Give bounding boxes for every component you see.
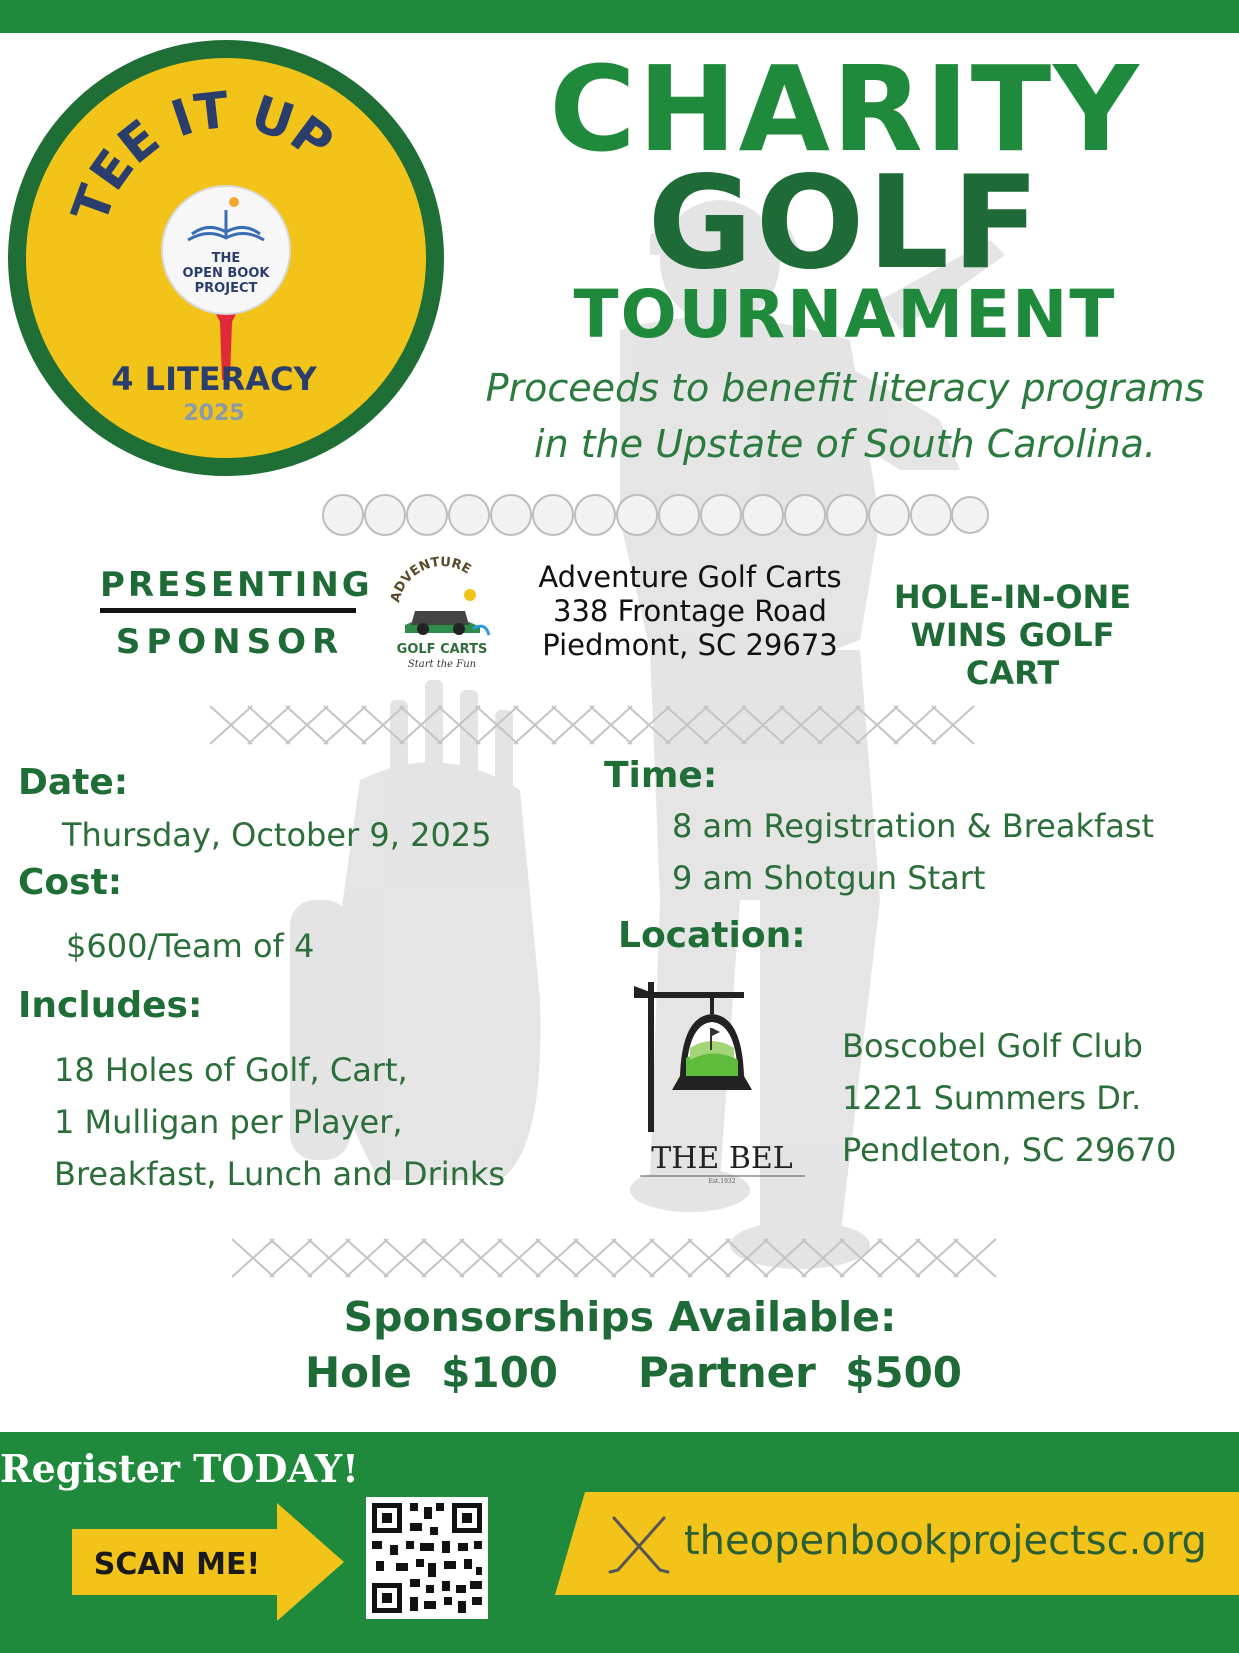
includes-line-1: 18 Holes of Golf, Cart, — [54, 1051, 408, 1089]
sponsor-divider — [100, 608, 356, 613]
header-golf: GOLF — [647, 149, 1043, 298]
includes-list — [54, 1044, 505, 1200]
includes-label: Includes: — [18, 985, 203, 1026]
register-today: Register TODAY! — [0, 1446, 359, 1491]
golf-cart-icon — [411, 611, 469, 625]
cost-value: $600/Team of 4 — [66, 927, 315, 965]
venue-name: Boscobel Golf Club — [842, 1027, 1143, 1065]
venue-street: 1221 Summers Dr. — [842, 1079, 1142, 1117]
sponsor-city: Piedmont, SC 29673 — [542, 628, 838, 662]
badge-arc-text: TEE IT UP — [60, 80, 344, 231]
promo-line-2: WINS GOLF CART — [910, 616, 1115, 692]
sponsor-street: 338 Frontage Road — [553, 594, 827, 628]
badge-ball-line-3: PROJECT — [194, 281, 258, 296]
hole-in-one-promo — [880, 578, 1145, 692]
date-value: Thursday, October 9, 2025 — [62, 816, 492, 854]
includes-line-3: Breakfast, Lunch and Drinks — [54, 1155, 506, 1193]
tagline-line-2: in the Upstate of South Carolina. — [534, 422, 1156, 466]
badge-ball-line-2: OPEN BOOK — [182, 266, 270, 281]
header-tournament: TOURNAMENT — [573, 276, 1117, 353]
adventure-golf-carts-logo — [385, 555, 500, 673]
tagline — [455, 360, 1235, 472]
qr-code-icon[interactable] — [366, 1497, 488, 1619]
time-label: Time: — [604, 755, 718, 796]
venue-address — [842, 1020, 1176, 1176]
header-charity: CHARITY — [549, 40, 1141, 178]
badge-year: 2025 — [183, 401, 245, 426]
badge-ball-line-1: THE — [211, 251, 241, 266]
website-url[interactable]: theopenbookprojectsc.org — [684, 1518, 1207, 1564]
bel-logo-text: THE BEL — [651, 1141, 793, 1176]
presenting-label: PRESENTING — [100, 565, 373, 605]
date-label: Date: — [18, 762, 129, 803]
location-label: Location: — [618, 915, 806, 956]
the-bel-logo — [630, 978, 815, 1184]
crossed-clubs-divider-2-icon — [232, 1235, 1012, 1281]
scan-me-label: SCAN ME! — [93, 1547, 261, 1582]
svg-text:ADVENTURE — [388, 555, 473, 604]
crossed-clubs-icon — [604, 1510, 674, 1580]
sponsor-name: Adventure Golf Carts — [538, 560, 842, 594]
sponsorships-title: Sponsorships Available: — [343, 1293, 897, 1341]
sponsor-address — [515, 560, 865, 662]
cost-label: Cost: — [18, 862, 123, 903]
time-line-1: 8 am Registration & Breakfast — [672, 807, 1155, 845]
venue-city: Pendleton, SC 29670 — [842, 1131, 1177, 1169]
badge-bottom-text: 4 LITERACY — [111, 360, 317, 398]
adv-logo-tag: Start the Fun — [407, 659, 477, 670]
tagline-line-1: Proceeds to benefit literacy programs — [485, 366, 1205, 410]
sponsorship-partner: Partner $500 — [638, 1348, 963, 1397]
sponsorship-hole: Hole $100 — [305, 1348, 559, 1397]
time-line-2: 9 am Shotgun Start — [672, 859, 986, 897]
sponsor-label: SPONSOR — [115, 622, 345, 662]
promo-line-1: HOLE-IN-ONE — [893, 578, 1132, 616]
includes-line-2: 1 Mulligan per Player, — [54, 1103, 403, 1141]
crossed-clubs-divider-icon — [210, 702, 990, 748]
bel-logo-est: Est.1932 — [708, 1178, 736, 1184]
badge-graphic — [8, 40, 444, 476]
scan-arrow-icon[interactable] — [72, 1503, 344, 1621]
adv-logo-arc: ADVENTURE — [388, 555, 474, 605]
time-list — [672, 800, 1154, 904]
golf-ball-divider-icon — [320, 492, 990, 538]
adv-logo-name: GOLF CARTS — [396, 642, 488, 657]
